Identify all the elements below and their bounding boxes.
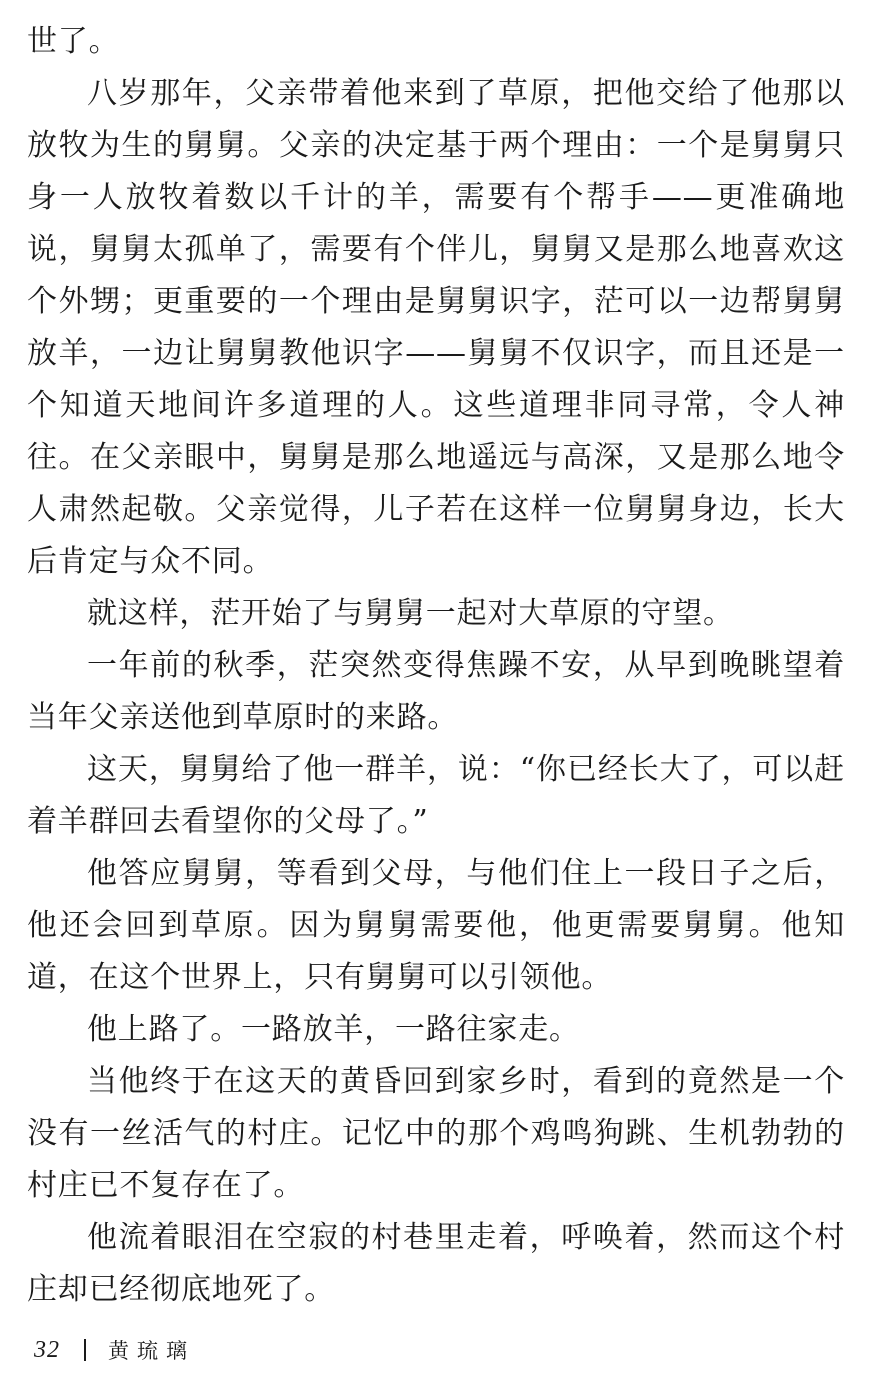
paragraph: 一年前的秋季，茫突然变得焦躁不安，从早到晚眺望着当年父亲送他到草原时的来路。 <box>27 648 845 735</box>
paragraph: 他上路了。一路放羊，一路往家走。 <box>87 1012 580 1047</box>
paragraph: 八岁那年，父亲带着他来到了草原，把他交给了他那以放牧为生的舅舅。父亲的决定基于两个理由：一个是舅舅只身一人放牧着数以千计的羊，需要有个帮手——更准确地说，舅舅太孤单了，需要有个伴儿，舅舅又是那么地喜欢这个外甥；更重要的一个理由是舅舅识字，茫可以一边帮舅舅放羊，一边让舅舅教他识字——舅舅不仅识字，而且还是一个知道天地间许多道理的人。这些道理非同寻常，令人神往。在父亲眼中，舅舅是那么地遥远与高深，又是那么地令人肃然起敬。父亲觉得，儿子若在这样一位舅舅身边，长大后肯定与众不同。 <box>27 76 845 579</box>
paragraph: 世了。 <box>27 24 120 59</box>
page-footer <box>34 1332 195 1368</box>
paragraph: 就这样，茫开始了与舅舅一起对大草原的守望。 <box>87 596 734 631</box>
author-name: 黄琉璃 <box>108 1339 195 1363</box>
paragraph: 他流着眼泪在空寂的村巷里走着，呼唤着，然而这个村庄却已经彻底地死了。 <box>27 1220 845 1307</box>
paragraph: 当他终于在这天的黄昏回到家乡时，看到的竟然是一个没有一丝活气的村庄。记忆中的那个鸡鸣狗跳、生机勃勃的村庄已不复存在了。 <box>27 1064 845 1203</box>
paragraph: 这天，舅舅给了他一群羊，说：“你已经长大了，可以赶着羊群回去看望你的父母了。” <box>27 752 845 839</box>
paragraph: 他答应舅舅，等看到父母，与他们住上一段日子之后，他还会回到草原。因为舅舅需要他，他更需要舅舅。他知道，在这个世界上，只有舅舅可以引领他。 <box>27 856 845 995</box>
footer-divider <box>84 1339 86 1361</box>
page-number: 32 <box>34 1336 60 1363</box>
book-page-body <box>27 16 845 1316</box>
